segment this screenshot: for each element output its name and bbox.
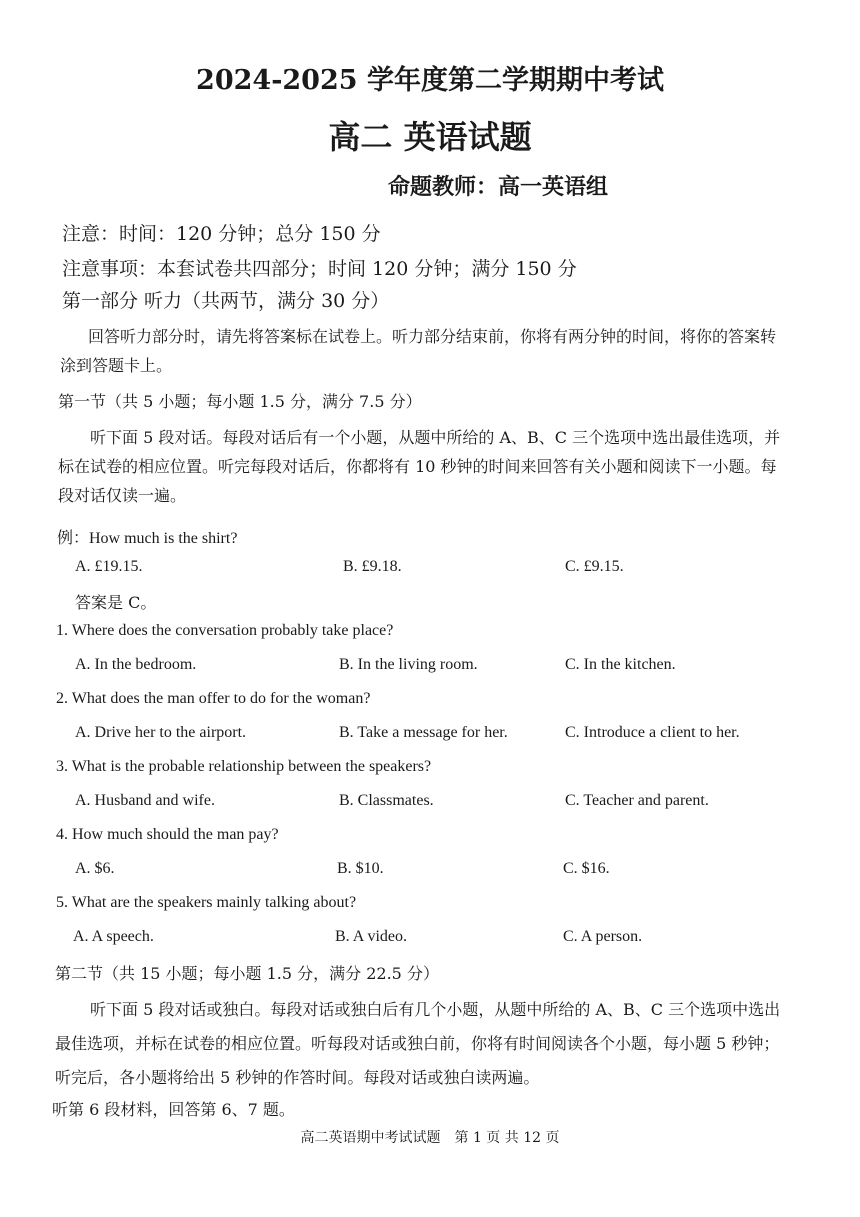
question-5-option-c: C. A person. <box>563 928 643 945</box>
question-2-option-b: B. Take a message for her. <box>339 724 508 741</box>
question-5: 5. What are the speakers mainly talking about? <box>56 894 357 911</box>
example-answer: 答案是 C。 <box>75 593 157 612</box>
note-instructions: 注意事项：本套试卷共四部分；时间 120 分钟；满分 150 分 <box>62 258 577 280</box>
question-4-option-b: B. $10. <box>337 860 384 877</box>
example-option-c: C. £9.15. <box>565 558 624 575</box>
question-1-option-b: B. In the living room. <box>339 656 478 673</box>
section1-heading: 第一节（共 5 小题；每小题 1.5 分，满分 7.5 分） <box>58 392 422 411</box>
material-line: 听第 6 段材料，回答第 6、7 题。 <box>52 1100 295 1119</box>
question-4: 4. How much should the man pay? <box>56 826 279 843</box>
example-option-a: A. £19.15. <box>75 558 143 575</box>
exam-author-line: 命题教师：高一英语组 <box>388 174 609 200</box>
question-5-option-b: B. A video. <box>335 928 408 945</box>
exam-title: 2024-2025 学年度第二学期期中考试 <box>196 65 664 96</box>
section1-instructions: 听下面 5 段对话。每段对话后有一个小题，从题中所给的 A、B、C 三个选项中选出最佳选项，并标在试卷的相应位置。听完每段对话后，你都将有 10 秒钟的时间来回答有关小题和阅读下一小题。每段对话仅读一遍。 <box>58 428 781 505</box>
section2-heading: 第二节（共 15 小题；每小题 1.5 分，满分 22.5 分） <box>55 964 439 983</box>
question-4-option-a: A. $6. <box>75 860 115 877</box>
question-1-option-a: A. In the bedroom. <box>75 656 197 673</box>
question-3-option-c: C. Teacher and parent. <box>565 792 709 809</box>
question-2-option-a: A. Drive her to the airport. <box>75 724 247 741</box>
question-2: 2. What does the man offer to do for the woman? <box>56 690 371 707</box>
example-question: 例：How much is the shirt? <box>57 530 238 547</box>
note-time-score: 注意：时间：120 分钟；总分 150 分 <box>62 223 381 245</box>
question-3-option-b: B. Classmates. <box>339 792 434 809</box>
question-5-option-a: A. A speech. <box>73 928 154 945</box>
question-3-option-a: A. Husband and wife. <box>75 792 215 809</box>
question-1: 1. Where does the conversation probably take place? <box>56 622 394 639</box>
example-option-b: B. £9.18. <box>343 558 402 575</box>
part1-heading: 第一部分 听力（共两节，满分 30 分） <box>62 290 390 312</box>
question-3: 3. What is the probable relationship between the speakers? <box>56 758 432 775</box>
question-4-option-c: C. $16. <box>563 860 610 877</box>
question-1-option-c: C. In the kitchen. <box>565 656 676 673</box>
page-footer: 高二英语期中考试试题 第 1 页 共 12 页 <box>300 1130 560 1146</box>
section2-instructions: 听下面 5 段对话或独白。每段对话或独白后有几个小题，从题中所给的 A、B、C 三个选项中选出最佳选项，并标在试卷的相应位置。听每段对话或独白前，你将有时间阅读各个小题，每小题 5 秒钟；听完后，各小题将给出 5 秒钟的作答时间。每段对话或独白读两遍。 <box>55 1000 781 1087</box>
part1-intro: 回答听力部分时，请先将答案标在试卷上。听力部分结束前，你将有两分钟的时间，将你的答案转涂到答题卡上。 <box>60 327 777 375</box>
exam-subject-title: 高二 英语试题 <box>328 118 532 156</box>
question-2-option-c: C. Introduce a client to her. <box>565 724 740 741</box>
